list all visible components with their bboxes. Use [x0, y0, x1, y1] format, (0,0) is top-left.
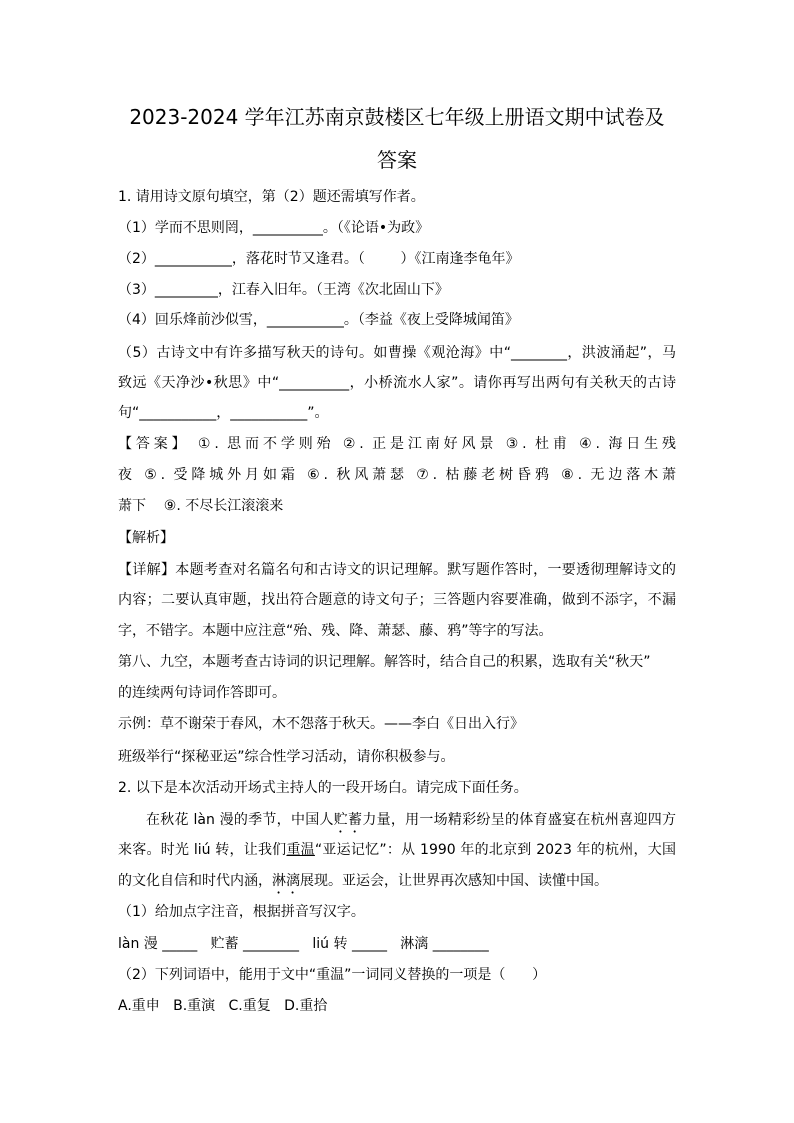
- analysis-line: 字，不错字。本题中应注意“殆、残、降、萧瑟、藤、鸦”等字的写法。: [118, 623, 553, 639]
- analysis-line: 的连续两句诗词作答即可。: [118, 685, 286, 701]
- fill-item: （4）回乐烽前沙似雪，___________。（李益《夜上受降城闻笛》: [118, 312, 519, 328]
- fill-item: （1）学而不思则罔，__________。（《论语•为政》: [118, 220, 430, 236]
- passage-text: 来客。时光 liú 转，让我们: [118, 842, 287, 858]
- title-line-2: 答案: [377, 148, 417, 172]
- dotted-word: 淋漓: [272, 873, 300, 889]
- question-stem: 2. 以下是本次活动开场式主持人的一段开场白。请完成下面任务。: [118, 780, 528, 796]
- answer-options: A.重申 B.重演 C.重复 D.重拾: [118, 998, 328, 1014]
- passage-line: [118, 871, 676, 897]
- question-stem: 1. 请用诗文原句填空，第（2）题还需填写作者。: [118, 189, 425, 205]
- passage-line: [118, 840, 676, 860]
- passage-text: “亚运记忆”：从 1990 年的北京到 2023 年的杭州，大国: [314, 842, 676, 858]
- sub-question-2: （2）下列词语中，能用于文中“重温”一词同义替换的一项是（ ）: [118, 967, 547, 983]
- fill-item: 句“___________，___________”。: [118, 405, 329, 421]
- passage-line: [118, 810, 676, 836]
- sub-question-1-blanks: làn 漫 _____ 贮蓄 ________ liú 转 _____ 淋漓 ________: [118, 936, 489, 952]
- fill-item: （3）_________，江春入旧年。（王湾《次北固山下》: [118, 282, 449, 298]
- fill-item: （5）古诗文中有许多描写秋天的诗句。如曹操《观沧海》中“________，洪波涌起”，马: [118, 345, 676, 361]
- fill-item: 致远《天净沙•秋思》中“__________，小桥流水人家”。请你再写出两句有关秋天的古诗: [118, 375, 676, 391]
- analysis-line: 【详解】本题考查对名篇名句和古诗文的识记理解。默写题作答时，一要透彻理解诗文的: [118, 562, 676, 578]
- title-line-1: 2023-2024 学年江苏南京鼓楼区七年级上册语文期中试卷及: [129, 105, 665, 129]
- passage-text: 的文化自信和时代内涵，: [118, 873, 272, 889]
- sub-question-1: （1）给加点字注音，根据拼音写汉字。: [118, 904, 365, 920]
- answer-line: 萧下 ⑨. 不尽长江滚滚来: [118, 498, 284, 514]
- passage-text: 在秋花 làn 漫的季节，中国人: [146, 812, 334, 828]
- analysis-line: 内容；二要认真审题，找出符合题意的诗文句子；三答题内容要准确，做到不添字，不漏: [118, 592, 676, 608]
- analysis-label: 【解析】: [118, 530, 174, 546]
- underlined-word: 重温: [286, 842, 315, 858]
- activity-intro: 班级举行“探秘亚运”综合性学习活动，请你积极参与。: [118, 749, 455, 765]
- analysis-line: 第八、九空，本题考查古诗词的识记理解。解答时，结合自己的积累，选取有关“秋天”: [118, 654, 651, 670]
- dotted-word: 贮蓄: [333, 812, 363, 828]
- answer-line: 【答案】 ①. 思而不学则殆 ②. 正是江南好风景 ③. 杜甫 ④. 海日生残: [118, 436, 676, 452]
- passage-text: 力量，用一场精彩纷呈的体育盛宴在杭州喜迎四方: [362, 812, 676, 828]
- answer-line: 夜 ⑤. 受降城外月如霜 ⑥. 秋风萧瑟 ⑦. 枯藤老树昏鸦 ⑧. 无边落木萧: [118, 467, 676, 483]
- analysis-line: 示例：草不谢荣于春风，木不怨落于秋天。——李白《日出入行》: [118, 716, 524, 732]
- passage-text: 展现。亚运会，让世界再次感知中国、读懂中国。: [300, 873, 608, 889]
- fill-item: （2）___________，落花时节又逢君。（ ）《江南逢李龟年》: [118, 251, 520, 267]
